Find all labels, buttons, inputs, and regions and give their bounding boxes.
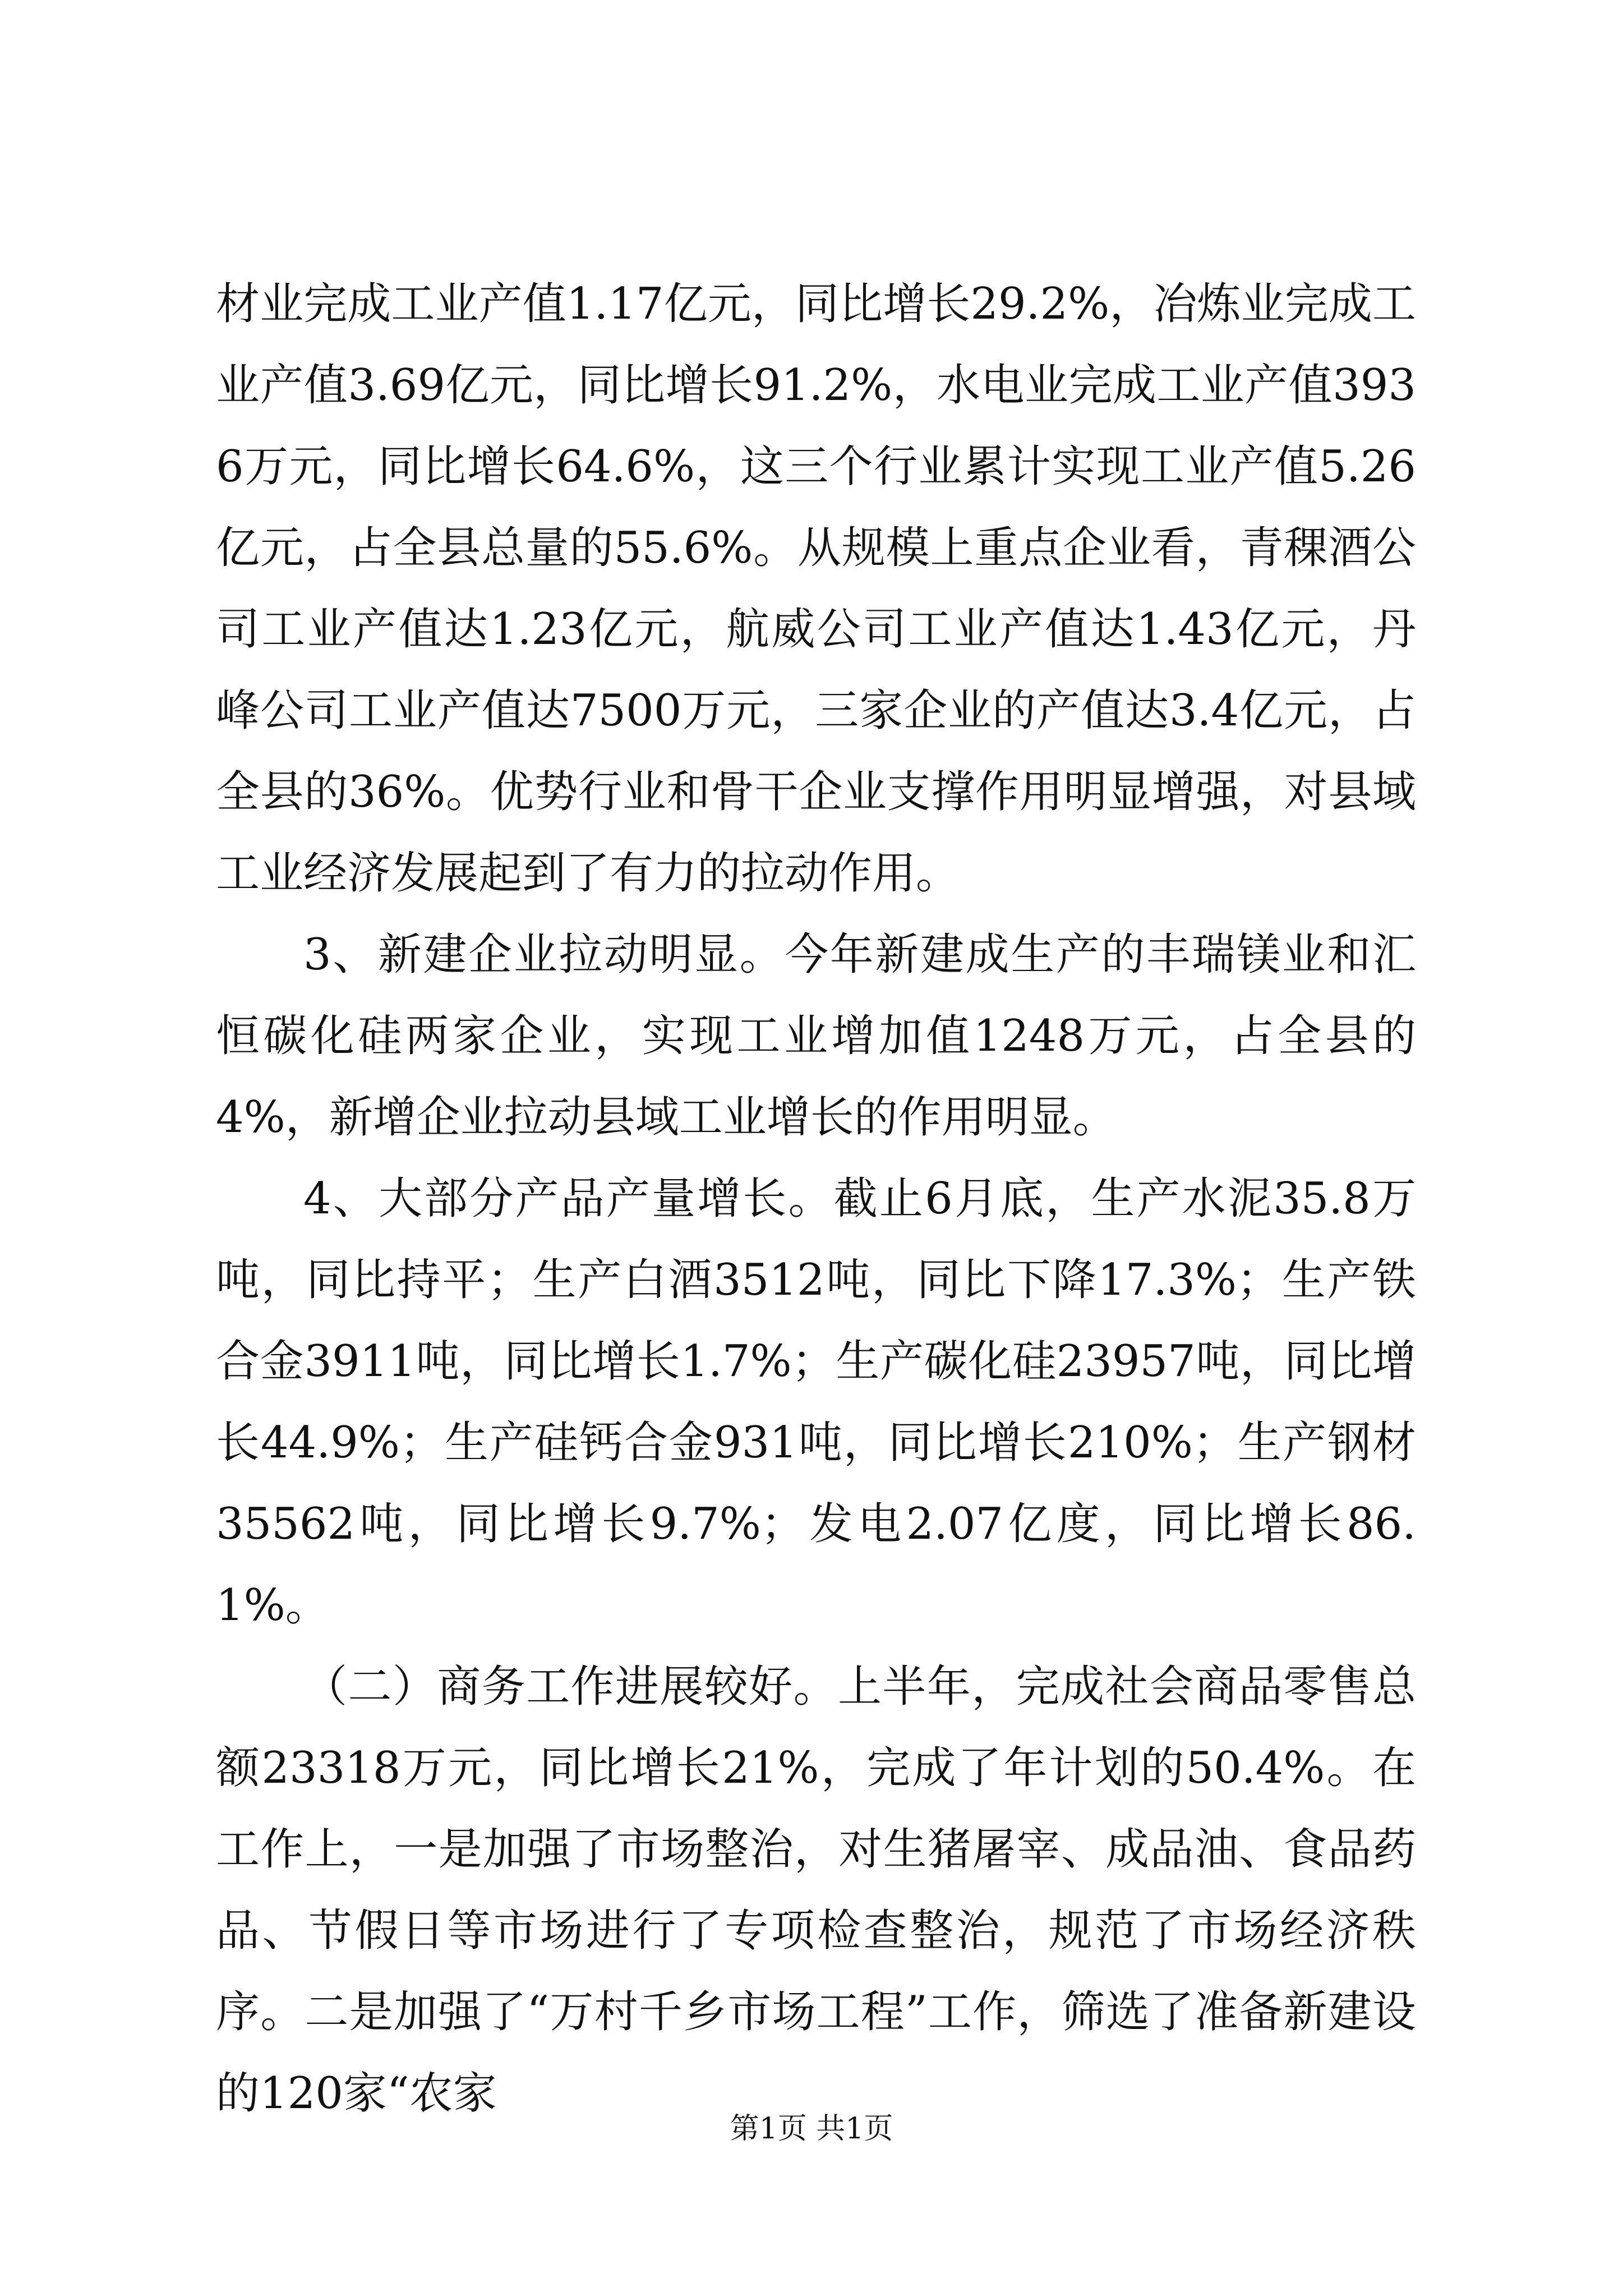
paragraph-industry-output: 材业完成工业产值1.17亿元，同比增长29.2%，冶炼业完成工业产值3.69亿元，同比增长91.2%，水电业完成工业产值3936万元，同比增长64.6%，这三个行业累计实现工业产值5.26亿元，占全县总量的55.6%。从规模上重点企业看，青稞酒公司工业产值达1.23亿元，航威公司工业产值达1.43亿元，丹峰公司工业产值达7500万元，三家企业的产值达3.4亿元，占全县的36%。优势行业和骨干企业支撑作用明显增强，对县域工业经济发展起到了有力的拉动作用。: [216, 279, 1416, 899]
paragraph-product-output: 4、大部分产品产量增长。截止6月底，生产水泥35.8万吨，同比持平；生产白酒3512吨，同比下降17.3%；生产铁合金3911吨，同比增长1.7%；生产碳化硅23957吨，同比增长44.9%；生产硅钙合金931吨，同比增长210%；生产钢材35562吨，同比增长9.7%；发电2.07亿度，同比增长86.1%。: [216, 1174, 1416, 1631]
paragraph-commerce-work: （二）商务工作进展较好。上半年，完成社会商品零售总额23318万元，同比增长21%，完成了年计划的50.4%。在工作上，一是加强了市场整治，对生猪屠宰、成品油、食品药品、节假日等市场进行了专项检查整治，规范了市场经济秩序。二是加强了“万村千乡市场工程”工作，筛选了准备新建设的120家“农家: [216, 1662, 1416, 2119]
paragraph-new-enterprises: 3、新建企业拉动明显。今年新建成生产的丰瑞镁业和汇恒碳化硅两家企业，实现工业增加值1248万元，占全县的4%，新增企业拉动县域工业增长的作用明显。: [216, 930, 1416, 1143]
document-body: [216, 264, 1416, 2134]
page-number-footer: 第1页 共1页: [730, 2112, 893, 2146]
